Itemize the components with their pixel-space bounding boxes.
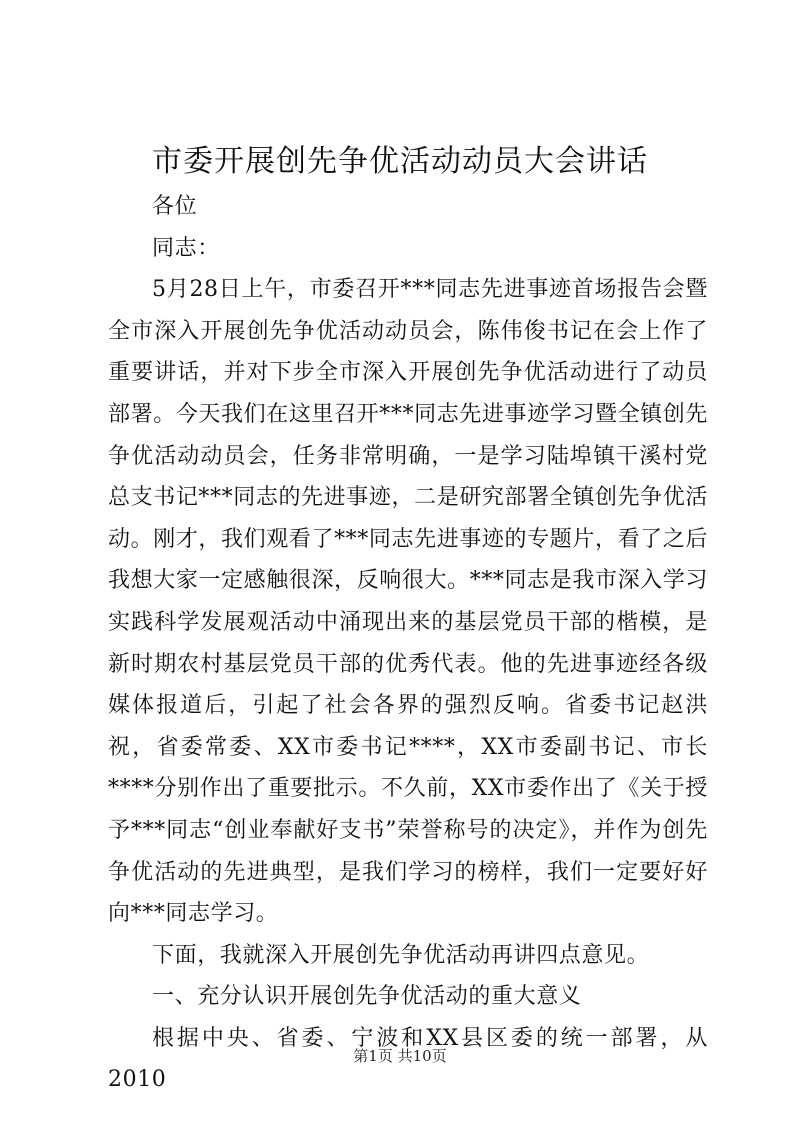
document-title: 市委开展创先争优活动动员大会讲话 (152, 144, 648, 179)
salutation-line-1: 各位 (152, 194, 198, 219)
document-body (108, 186, 708, 1101)
salutation-line-2: 同志： (152, 235, 220, 261)
page-number-footer: 第1页 共10页 (353, 1047, 447, 1065)
body-paragraph-3: 根据中央、省委、宁波和XX县区委的统一部署，从2010 (108, 1025, 708, 1093)
body-paragraph-2: 下面，我就深入开展创先争优活动再讲四点意见。 (152, 942, 650, 968)
section-heading-1: 一、充分认识开展创先争优活动的重大意义 (152, 984, 582, 1010)
body-paragraph-1: 5月28日上午，市委召开***同志先进事迹首场报告会暨全市深入开展创先争优活动动员会，陈伟俊书记在会上作了重要讲话，并对下步全市深入开展创先争优活动进行了动员部署。今天我们在这里召开***同志先进事迹学习暨全镇创先争优活动动员会，任务非常明确，一是学习陆埠镇干溪村党总支书记***同志的先进事迹，二是研究部署全镇创先争优活动。刚才，我们观看了***同志先进事迹的专题片，看了之后我想大家一定感触很深，反响很大。***同志是我市深入学习实践科学发展观活动中涌现出来的基层党员干部的楷模，是新时期农村基层党员干部的优秀代表。他的先进事迹经各级媒体报道后，引起了社会各界的强烈反响。省委书记赵洪祝，省委常委、XX市委书记****，XX市委副书记、市长****分别作出了重要批示。不久前，XX市委作出了《关于授予***同志“创业奉献好支书”荣誉称号的决定》，并作为创先争优活动的先进典型，是我们学习的榜样，我们一定要好好向***同志学习。 (108, 277, 708, 927)
